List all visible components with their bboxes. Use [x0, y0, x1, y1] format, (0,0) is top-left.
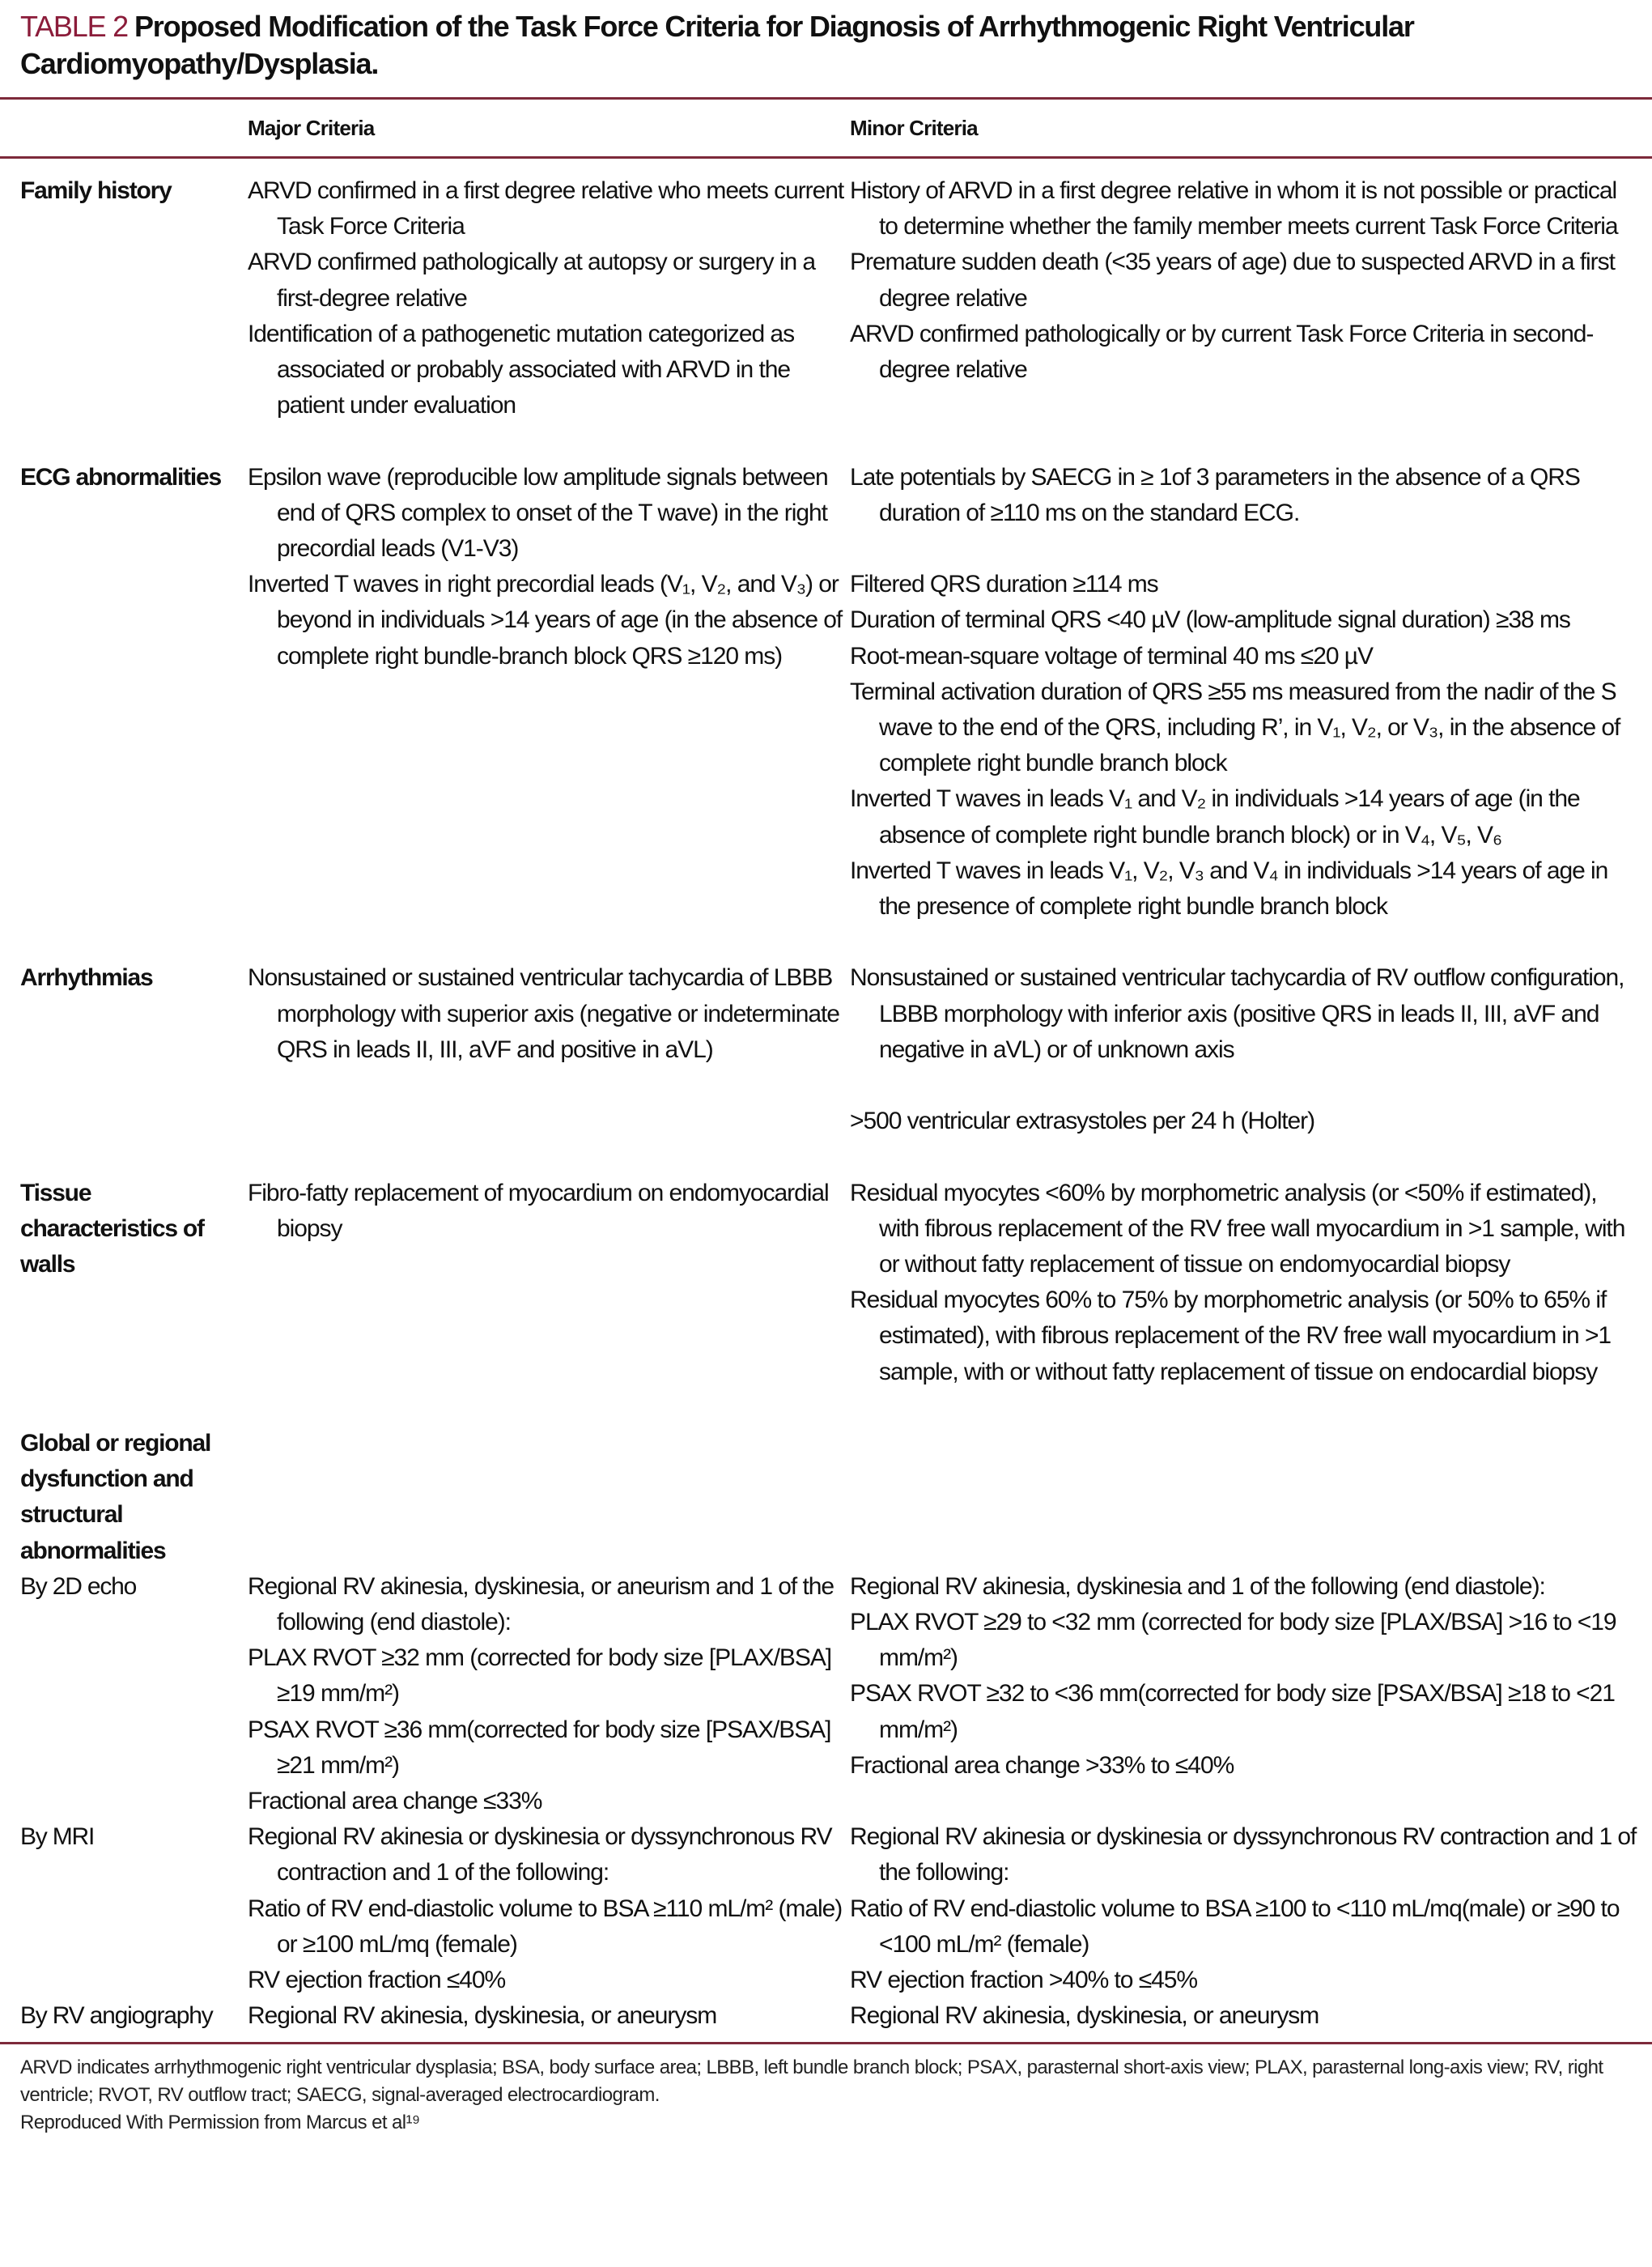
table-section — [20, 460, 1641, 925]
minor-criterion: Inverted T waves in leads V₁ and V₂ in individuals >14 years of age (in the absence of complete right bundle branch block) or in V₄, V₅, V₆ — [850, 785, 1580, 849]
minor-criterion: Residual myocytes <60% by morphometric analysis (or <50% if estimated), with fibrous replacement of the RV free wall myocardium in >1 sample, with or without fatty replacement of tissue on endomyocardial biopsy — [850, 1179, 1625, 1278]
table-section — [20, 1426, 1641, 2034]
minor-cell — [850, 1426, 1641, 1569]
major-cell — [248, 173, 850, 245]
minor-criterion: RV ejection fraction >40% to ≤45% — [850, 1967, 1198, 1994]
row-label: Tissue characteristics of walls — [20, 1179, 204, 1278]
table-footnote — [20, 2044, 1641, 2137]
table-row — [20, 1819, 1641, 1998]
row-sublabel: By MRI — [20, 1823, 95, 1851]
major-cell — [248, 1569, 850, 1819]
minor-criterion: PSAX RVOT ≥32 to <36 mm(corrected for body size [PSAX/BSA] ≥18 to <21 mm/m²) — [850, 1680, 1615, 1743]
table-section — [20, 173, 1641, 423]
row-sublabel: By RV angiography — [20, 2002, 213, 2030]
table-row — [20, 1569, 1641, 1819]
minor-criterion: Duration of terminal QRS <40 µV (low-amplitude signal duration) ≥38 ms — [850, 606, 1570, 634]
header-major-criteria: Major Criteria — [248, 115, 375, 140]
footnote-source: Reproduced With Permission from Marcus et al¹⁹ — [20, 2112, 420, 2134]
table-body — [20, 159, 1641, 2034]
table-caption: Proposed Modification of the Task Force Criteria for Diagnosis of Arrhythmogenic Right Ventricular Cardiomyopathy/Dysplasia. — [20, 10, 1414, 80]
table-header — [20, 100, 1641, 156]
major-criterion: PSAX RVOT ≥36 mm(corrected for body size [PSAX/BSA] ≥21 mm/m²) — [248, 1716, 831, 1779]
major-cell — [248, 1819, 850, 1998]
minor-criterion: Regional RV akinesia, dyskinesia, or aneurysm — [850, 2002, 1319, 2030]
minor-criterion: Ratio of RV end-diastolic volume to BSA ≥100 to <110 mL/mq(male) or ≥90 to <100 mL/m² (female) — [850, 1895, 1620, 1958]
table-row — [20, 1176, 1641, 1390]
major-criterion: Fibro-fatty replacement of myocardium on endomyocardial biopsy — [248, 1179, 829, 1242]
minor-criterion: >500 ventricular extrasystoles per 24 h (Holter) — [850, 1108, 1315, 1135]
minor-criterion: Root-mean-square voltage of terminal 40 ms ≤20 µV — [850, 642, 1373, 670]
minor-criterion: Nonsustained or sustained ventricular tachycardia of RV outflow configuration, LBBB morphology with inferior axis (positive QRS in leads II, III, aVF and negative in aVL) or of unknown axis — [850, 964, 1624, 1063]
minor-cell — [850, 245, 1641, 316]
major-criterion: Epsilon wave (reproducible low amplitude signals between end of QRS complex to onset of the T wave) in the right precordial leads (V1-V3) — [248, 463, 828, 563]
row-label: Family history — [20, 177, 172, 204]
minor-cell — [850, 1998, 1641, 2034]
minor-cell — [850, 1569, 1641, 1819]
major-cell — [248, 245, 850, 316]
minor-criterion: Filtered QRS duration ≥114 ms — [850, 571, 1158, 598]
row-label: Arrhythmias — [20, 964, 153, 992]
major-criterion: Ratio of RV end-diastolic volume to BSA ≥110 mL/m² (male) or ≥100 mL/mq (female) — [248, 1895, 843, 1958]
major-cell — [248, 1998, 850, 2034]
row-label: ECG abnormalities — [20, 463, 222, 491]
minor-criterion: Residual myocytes 60% to 75% by morphometric analysis (or 50% to 65% if estimated), with fibrous replacement of the RV free wall myocardium in >1 sample, with or without fatty replacement of tissue on endocardial biopsy — [850, 1287, 1612, 1385]
minor-cell — [850, 173, 1641, 245]
major-criterion: Regional RV akinesia or dyskinesia or dyssynchronous RV contraction and 1 of the following: — [248, 1823, 832, 1886]
minor-criterion: History of ARVD in a first degree relative in whom it is not possible or practical to determine whether the family member meets current Task Force Criteria — [850, 177, 1618, 240]
major-criterion: Regional RV akinesia, dyskinesia, or aneurysm — [248, 2002, 717, 2030]
table-row — [20, 1426, 1641, 1569]
row-label-empty — [20, 567, 248, 925]
major-criterion: ARVD confirmed in a first degree relative who meets current Task Force Criteria — [248, 177, 844, 240]
table-row — [20, 567, 1641, 925]
major-cell — [248, 460, 850, 568]
minor-cell — [850, 1176, 1641, 1390]
major-cell — [248, 1426, 850, 1569]
minor-criterion: PLAX RVOT ≥29 to <32 mm (corrected for body size [PLAX/BSA] >16 to <19 mm/m²) — [850, 1609, 1616, 1672]
row-label-empty — [20, 317, 248, 424]
minor-criterion: Premature sudden death (<35 years of age) due to suspected ARVD in a first degree relative — [850, 249, 1615, 312]
minor-criterion: Inverted T waves in leads V₁, V₂, V₃ and V₄ in individuals >14 years of age in the presence of complete right bundle branch block — [850, 857, 1608, 921]
row-label: Global or regional dysfunction and structural abnormalities — [20, 1430, 211, 1564]
major-cell — [248, 567, 850, 925]
table-row — [20, 960, 1641, 1139]
major-criterion: ARVD confirmed pathologically at autopsy or surgery in a first-degree relative — [248, 249, 816, 312]
major-criterion: Fractional area change ≤33% — [248, 1788, 542, 1815]
row-label-empty — [20, 245, 248, 316]
minor-cell — [850, 1819, 1641, 1998]
table-row — [20, 245, 1641, 316]
minor-criterion: ARVD confirmed pathologically or by current Task Force Criteria in second-degree relative — [850, 320, 1594, 384]
major-criterion: RV ejection fraction ≤40% — [248, 1967, 506, 1994]
major-criterion: Nonsustained or sustained ventricular tachycardia of LBBB morphology with superior axis (negative or indeterminate QRS in leads II, III, aVF and positive in aVL) — [248, 964, 839, 1063]
minor-cell — [850, 567, 1641, 925]
minor-cell — [850, 960, 1641, 1139]
table-number: TABLE 2 — [20, 10, 128, 43]
table-row — [20, 173, 1641, 245]
major-criterion: Regional RV akinesia, dyskinesia, or aneurism and 1 of the following (end diastole): — [248, 1572, 834, 1636]
minor-criterion: Fractional area change >33% to ≤40% — [850, 1751, 1234, 1779]
table-row — [20, 317, 1641, 424]
table-title — [20, 0, 1641, 83]
major-criterion: Identification of a pathogenetic mutation categorized as associated or probably associated with ARVD in the patient under evaluation — [248, 320, 795, 419]
minor-cell — [850, 317, 1641, 424]
minor-criterion: Regional RV akinesia or dyskinesia or dyssynchronous RV contraction and 1 of the following: — [850, 1823, 1637, 1886]
table-section — [20, 960, 1641, 1139]
minor-criterion: Late potentials by SAECG in ≥ 1of 3 parameters in the absence of a QRS duration of ≥110 ms on the standard ECG. — [850, 463, 1580, 526]
row-sublabel: By 2D echo — [20, 1572, 137, 1600]
table-row — [20, 1998, 1641, 2034]
major-cell — [248, 960, 850, 1139]
footnote-abbreviations: ARVD indicates arrhythmogenic right ventricular dysplasia; BSA, body surface area; LBBB, left bundle branch block; PSAX, parasternal short-axis view; PLAX, parasternal long-axis view; RV, right ventricle; RVOT, RV outflow tract; SAECG, signal-averaged electrocardiogram. — [20, 2056, 1603, 2107]
major-criterion: PLAX RVOT ≥32 mm (corrected for body size [PLAX/BSA] ≥19 mm/m²) — [248, 1644, 832, 1708]
major-cell — [248, 1176, 850, 1390]
minor-criterion: Regional RV akinesia, dyskinesia and 1 of the following (end diastole): — [850, 1572, 1545, 1600]
table-section — [20, 1176, 1641, 1390]
table-row — [20, 460, 1641, 568]
minor-cell — [850, 460, 1641, 568]
major-cell — [248, 317, 850, 424]
minor-criterion: Terminal activation duration of QRS ≥55 ms measured from the nadir of the S wave to the end of the QRS, including R’, in V₁, V₂, or V₃, in the absence of complete right bundle branch block — [850, 678, 1620, 777]
header-minor-criteria: Minor Criteria — [850, 115, 978, 140]
major-criterion: Inverted T waves in right precordial leads (V₁, V₂, and V₃) or beyond in individuals >14 years of age (in the absence of complete right bundle-branch block QRS ≥120 ms) — [248, 571, 843, 670]
